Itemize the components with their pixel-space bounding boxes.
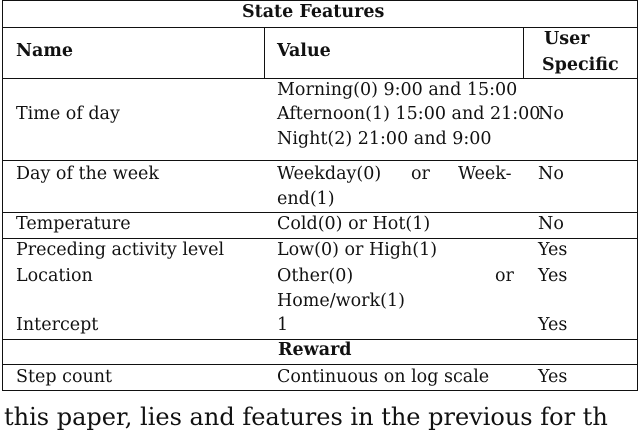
rule-bottom — [2, 390, 638, 391]
row-temp-value: Cold(0) or Hot(1) — [277, 214, 431, 234]
rule-temp-bottom — [2, 238, 638, 239]
rule-left — [2, 0, 3, 391]
row-day-user: No — [538, 164, 564, 184]
row-time-name: Time of day — [16, 104, 120, 124]
row-location-value-1: Other(0) — [277, 266, 354, 286]
row-temp-user: No — [538, 214, 564, 234]
row-time-value-1: Morning(0) 9:00 and 15:00 — [277, 80, 518, 100]
row-time-user: No — [538, 104, 564, 124]
row-time-value-3: Night(2) 21:00 and 9:00 — [277, 129, 492, 149]
row-activity-name: Preceding activity level — [16, 240, 225, 260]
row-activity-user: Yes — [538, 240, 568, 260]
row-location-value-2: or — [495, 266, 514, 286]
header-user-line2: Specific — [542, 55, 619, 75]
row-time-value-2: Afternoon(1) 15:00 and 21:00 — [277, 104, 541, 124]
cut-off-body-text — [0, 403, 640, 433]
rule-col-value — [264, 27, 265, 79]
state-features-table — [2, 0, 638, 392]
reward-title: Reward — [278, 340, 352, 360]
header-name: Name — [16, 41, 73, 61]
header-value: Value — [277, 41, 331, 61]
row-step-value: Continuous on log scale — [277, 367, 490, 387]
row-location-user: Yes — [538, 266, 568, 286]
row-temp-name: Temperature — [16, 214, 131, 234]
row-activity-value: Low(0) or High(1) — [277, 240, 438, 260]
rule-day-bottom — [2, 212, 638, 213]
cut-off-body-line: this paper, lies and features in the previous for th — [4, 403, 608, 431]
row-step-name: Step count — [16, 367, 113, 387]
header-user-line1: User — [544, 29, 590, 49]
row-intercept-user: Yes — [538, 315, 568, 335]
rule-reward-bottom — [2, 364, 638, 365]
row-day-name: Day of the week — [16, 164, 160, 184]
row-intercept-name: Intercept — [16, 315, 99, 335]
row-location-value-3: Home/work(1) — [277, 291, 405, 311]
rule-title-bottom — [2, 27, 638, 28]
row-intercept-value: 1 — [277, 315, 289, 335]
rule-time-bottom — [2, 160, 638, 161]
rule-top — [2, 0, 638, 1]
row-day-value-4: end(1) — [277, 189, 335, 209]
row-step-user: Yes — [538, 367, 568, 387]
row-location-name: Location — [16, 266, 93, 286]
rule-col-user — [523, 27, 524, 79]
rule-header-bottom — [2, 78, 638, 79]
rule-right — [637, 0, 638, 391]
table-title: State Features — [242, 2, 385, 22]
row-day-value-1: Weekday(0) — [277, 164, 382, 184]
row-day-value-3: Week- — [458, 164, 512, 184]
row-day-value-2: or — [411, 164, 430, 184]
